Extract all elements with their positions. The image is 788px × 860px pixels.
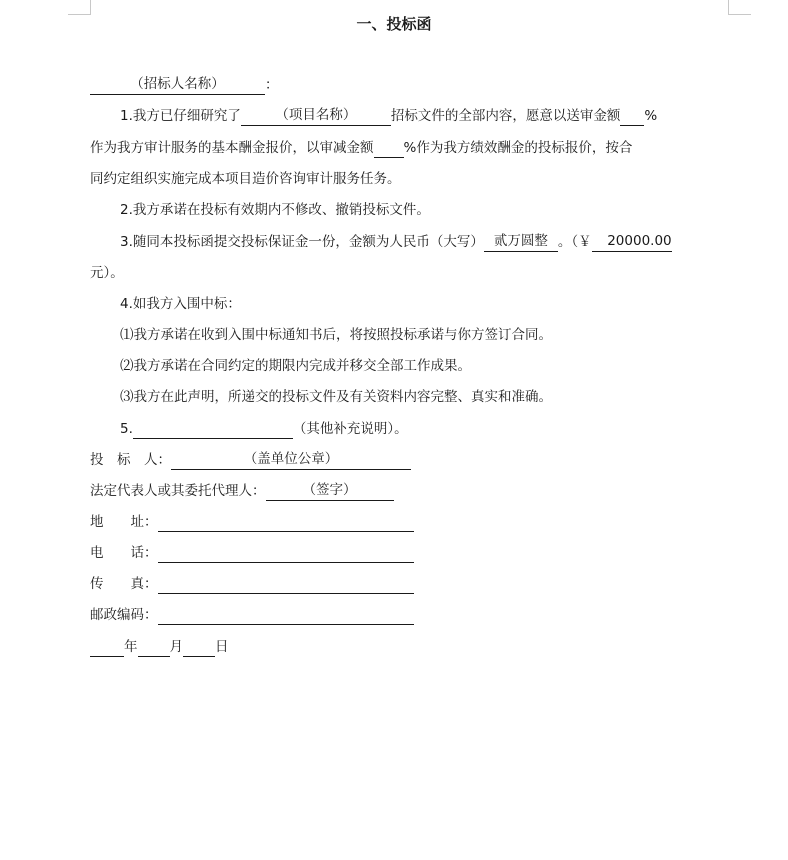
day-blank	[183, 637, 215, 657]
project-name-field: （项目名称）	[241, 106, 391, 126]
amount-chinese-field: 贰万圆整	[484, 232, 558, 252]
phone-blank	[158, 543, 414, 563]
page-corner-mark	[728, 0, 751, 15]
paragraph-1-line-1: 1.我方已仔细研究了 （项目名称） 招标文件的全部内容，愿意以送审金额 %	[120, 107, 658, 124]
paragraph-3-line-2: 元）。	[90, 265, 124, 281]
address-line: 地 址：	[90, 512, 730, 532]
phone-line: 电 话：	[90, 543, 730, 563]
representative-line: 法定代表人或其委托代理人： （签字）	[90, 481, 730, 501]
tenderee-name-field: （招标人名称）	[90, 75, 265, 95]
postcode-blank	[158, 605, 414, 625]
amount-number-field: 20000.00	[592, 232, 672, 252]
paragraph-4-heading: 4.如我方入围中标：	[120, 296, 241, 312]
paragraph-4-item: ⑶我方在此声明，所递交的投标文件及有关资料内容完整、真实和准确。	[120, 389, 552, 405]
supplement-blank	[133, 419, 293, 439]
audit-amount-blank	[620, 106, 644, 126]
reduction-amount-blank	[374, 138, 404, 158]
paragraph-3-line-1: 3.随同本投标函提交投标保证金一份，金额为人民币（大写） 贰万圆整 。（￥ 20000.00	[120, 233, 672, 250]
paragraph-4-item: ⑵我方承诺在合同约定的期限内完成并移交全部工作成果。	[120, 358, 471, 374]
year-blank	[90, 637, 124, 657]
postcode-line: 邮政编码：	[90, 605, 730, 625]
paragraph-1-line-3: 同约定组织实施完成本项目造价咨询审计服务任务。	[90, 171, 401, 187]
bidder-line: 投 标 人： （盖单位公章）	[90, 450, 730, 470]
date-line: 年 月 日	[90, 637, 730, 657]
fax-blank	[158, 574, 414, 594]
bidder-seal-field: （盖单位公章）	[171, 450, 411, 470]
representative-signature-field: （签字）	[266, 481, 394, 501]
address-blank	[158, 512, 414, 532]
paragraph-4-item: ⑴我方承诺在收到入围中标通知书后，将按照投标承诺与你方签订合同。	[120, 327, 552, 343]
month-blank	[138, 637, 170, 657]
fax-line: 传 真：	[90, 574, 730, 594]
paragraph-5: 5. （其他补充说明）。	[120, 421, 408, 437]
page-corner-mark	[68, 0, 91, 15]
tenderee-line: （招标人名称） ：	[90, 75, 730, 95]
paragraph-2: 2.我方承诺在投标有效期内不修改、撤销投标文件。	[120, 202, 430, 218]
page-title: 一、投标函	[356, 15, 432, 33]
paragraph-1-line-2: 作为我方审计服务的基本酬金报价，以审减金额 %作为我方绩效酬金的投标报价，按合	[90, 140, 633, 156]
